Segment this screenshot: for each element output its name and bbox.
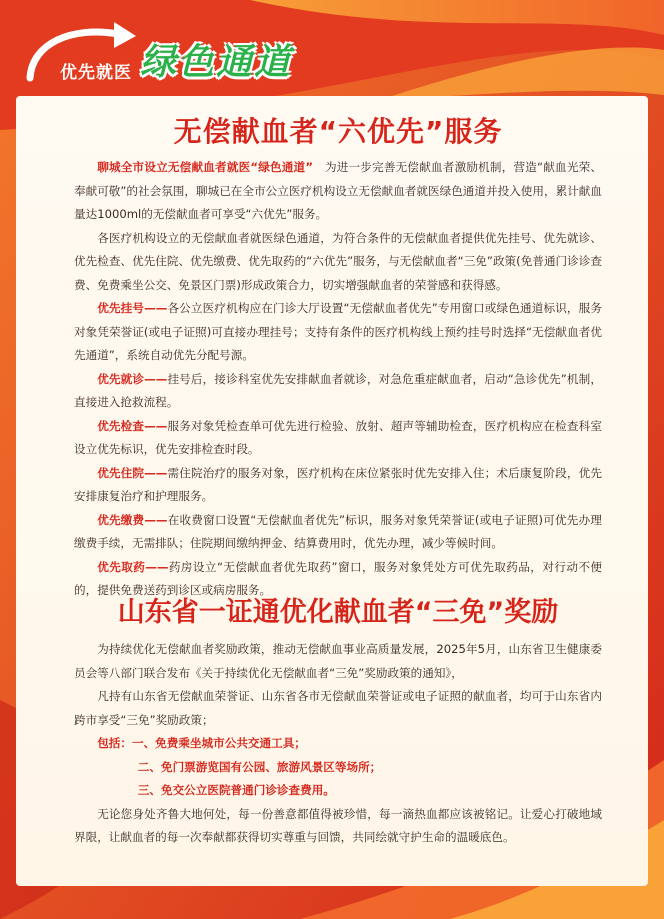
policy-paragraph: 为持续优化无偿献血者奖励政策，推动无偿献血事业高质量发展，2025年5月，山东省卫生健康委员会等八部门联合发布《关于持续优化无偿献血者“三免”奖励政策的通知》， xyxy=(74,642,602,680)
header-banner xyxy=(0,0,664,110)
section1-title: 无偿献血者“六优先”服务 xyxy=(173,115,503,148)
service-item-label: 优先就诊—— xyxy=(97,371,168,386)
intro-paragraph xyxy=(74,156,602,227)
service-item-label: 优先缴费—— xyxy=(97,512,168,527)
service-item-text: 服务对象凭检查单可优先进行检验、放射、超声等辅助检查，医疗机构应在检查科室设立优先标识，优先安排检查时段。 xyxy=(74,418,602,456)
intro-text: 为进一步完善无偿献血者激励机制，营造“献血光荣、奉献可敬”的社会氛围，聊城已在全市公立医疗机构设立无偿献血者就医绿色通道并投入使用，累计献血量达1000ml的无偿献血者可享受“六优先”服务。 xyxy=(74,160,602,221)
section2-body xyxy=(74,638,602,850)
intro-lead: 聊城全市设立无偿献血者就医“绿色通道” xyxy=(97,160,313,174)
benefit-item xyxy=(74,732,602,756)
benefit-item: 三、免交公立医院普通门诊诊查费用。 xyxy=(137,783,335,797)
eligibility-paragraph: 凡持有山东省无偿献血荣誉证、山东省各市无偿献血荣誉证或电子证照的献血者，均可于山东省内跨市享受“三免”奖励政策； xyxy=(74,689,602,727)
service-item-text: 需住院治疗的服务对象，医疗机构在床位紧张时优先安排入住；术后康复阶段，优先安排康复治疗和护理服务。 xyxy=(74,465,602,503)
benefit-list-lead: 包括： xyxy=(97,736,132,750)
section2-title: 山东省一证通优化献血者“三免”奖励 xyxy=(117,597,559,628)
service-item xyxy=(74,297,602,368)
benefit-item: 二、免门票游览国有公园、旅游风景区等场所； xyxy=(137,759,382,774)
service-item-text: 在收费窗口设置“无偿献血者优先”标识，服务对象凭荣誉证(或电子证照)可优先办理缴费手续，无需排队；住院期间缴纳押金、结算费用时，优先办理，减少等候时间。 xyxy=(74,512,602,550)
closing-paragraph: 无论您身处齐鲁大地何处，每一份善意都值得被珍惜，每一滴热血都应该被铭记。让爱心打破地域界限，让献血者的每一次奉献都获得切实尊重与回馈，共同绘就守护生命的温暖底色。 xyxy=(74,806,602,844)
service-item xyxy=(74,368,602,415)
service-item-text: 各公立医疗机构应在门诊大厅设置“无偿献血者优先”专用窗口或绿色通道标识，服务对象凭荣誉证(或电子证照)可直接办理挂号；支持有条件的医疗机构线上预约挂号时选择“无偿献血者优先通道”，系统自动优先分配号源。 xyxy=(74,301,602,362)
header-main-title: 绿色通道 xyxy=(140,42,293,83)
section1-body xyxy=(74,156,602,603)
service-item xyxy=(74,415,602,462)
benefit-list xyxy=(74,732,602,803)
benefit-item-text: 一、免费乘坐城市公共交通工具； xyxy=(131,736,306,750)
service-item-text: 药房设立“无偿献血者优先取药”窗口，服务对象凭处方可优先取药品，对行动不便的，提供免费送药到诊区或病房服务。 xyxy=(74,559,602,597)
service-item-label: 优先检查—— xyxy=(97,418,168,433)
service-paragraph: 各医疗机构设立的无偿献血者就医绿色通道，为符合条件的无偿献血者提供优先挂号、优先就诊、优先检查、优先住院、优先缴费、优先取药的“六优先”服务，与无偿献血者“三免”政策(免普通门诊诊查费、免费乘坐公交、免景区门票)形成政策合力，切实增强献血者的荣誉感和获得感。 xyxy=(74,230,602,292)
service-item-text: 挂号后，接诊科室优先安排献血者就诊，对急危重症献血者，启动“急诊优先”机制，直接进入抢救流程。 xyxy=(74,371,602,409)
service-item xyxy=(74,509,602,556)
service-item-label: 优先住院—— xyxy=(97,465,168,480)
service-item-label: 优先取药—— xyxy=(97,559,169,574)
header-sub-label: 优先就医 xyxy=(60,63,132,83)
service-item xyxy=(74,462,602,509)
service-item-label: 优先挂号—— xyxy=(97,301,168,315)
